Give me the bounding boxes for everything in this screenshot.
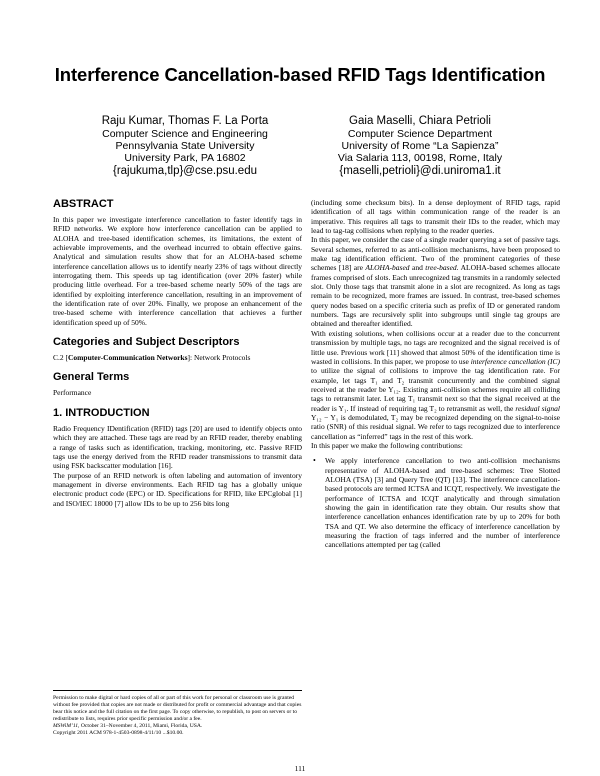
paper-title: Interference Cancellation-based RFID Tags Identification <box>54 64 546 85</box>
body-paragraph: With existing solutions, when collisions occur at a reader due to the concurrent transmission by multiple tags, no tags are recognized and the signal received is of little use. Previous work [11] showed that almost 50% of the identification time is wasted in collisions. In this paper, we propose to use interference cancellation (IC) to utilize the signal of collisions to improve the tag identification rate. For example, let tags T₁ and T₂ transmit concurrently and the combined signal received at the reader be Y₁₂. Existing anti-collision schemes require all colliding tags to retransmit later. Let tag T₁ transmit next so that the signal received at the reader is Y₁. If instead of requiring tag T₂ to retransmit as well, the residual signal Y₁₂ − Y₁ is demodulated, T₂ may be recognized depending on the signal-to-noise ratio (SNR) of this residual signal. We refer to tags recognized due to interference cancellation as “inferred” tags in the rest of this work. <box>311 328 560 441</box>
author-names: Gaia Maselli, Chiara Petrioli <box>349 115 491 127</box>
body-paragraph: In this paper, we consider the case of a single reader querying a set of passive tags. Several schemes, referred to as anti-collision mechanisms, have been proposed to make tag identification efficient. Two of the prominent categories of these schemes [18] are ALOHA-based and tree-based. ALOHA-based schemes allocate frames comprised of slots. Each unrecognized tag transmits in a randomly selected slot. Only those tags that transmit alone in a slot are recognized. As long as tags remain to be recognized, more frames are issued. In contrast, tree-based schemes query nodes based on a specific criteria such as prefix of ID or generated random numbers. Tags are recursively split into subgroups until single tag groups are obtained and thereafter identified. <box>311 235 560 329</box>
contributions-list <box>311 456 560 549</box>
right-column <box>311 198 560 550</box>
permission-text: Permission to make digital or hard copies of all or part of this work for personal or classroom use is granted without fee provided that copies are not made or distributed for profit or commercial advantage and that copies bear this notice and the full citation on the first page. To copy otherwise, to republish, to post on servers or to redistribute to lists, requires prior specific permission and/or a fee. <box>53 695 302 722</box>
general-terms-heading: General Terms <box>53 371 130 384</box>
copyright-text: Copyright 2011 ACM 978-1-4503-0898-4/11/10 ...$10.00. <box>53 730 184 736</box>
author-affiliation-line: Computer Science and Engineering <box>102 128 268 140</box>
body-paragraph: In this paper we make the following contributions: <box>311 440 463 450</box>
author-email: {rajukuma,tlp}@cse.psu.edu <box>112 165 257 177</box>
left-column <box>53 198 302 508</box>
intro-paragraph: Radio Frequency IDentification (RFID) tags [20] are used to identify objects onto which they are attached. These tags are read by an RFID reader, thereby enabling a range of tasks such as identification, tracking, monitoring, etc. Passive RFID tags use the energy derived from the RFID reader transmissions to transmit data using FSK backscatter modulation [16]. <box>53 423 302 471</box>
copyright-notice <box>53 690 302 737</box>
author-names: Raju Kumar, Thomas F. La Porta <box>101 115 269 127</box>
author-affiliation-line: Pennsylvania State University <box>115 140 255 152</box>
categories-text: C.2 [Computer-Communication Networks]: Network Protocols <box>53 353 251 363</box>
abstract-heading: ABSTRACT <box>53 198 114 210</box>
author-affiliation-line: University of Rome “La Sapienza” <box>341 140 499 152</box>
categories-heading: Categories and Subject Descriptors <box>53 336 240 349</box>
author-email: {maselli,petrioli}@di.uniroma1.it <box>339 165 501 177</box>
list-item: • We apply interference cancellation to two anti-collision mechanisms representative of ALOHA-based and tree-based schemes: Tree Slotted ALOHA (TSA) [3] and Query Tree (QT) [13]. The interference cancellation-based protocols are termed ICTSA and ICQT, respectively. We investigate the performance of ICTSA and ICQT analytically and through simulation showing the gain in identification rate they obtain. Our results show that interference cancellation enhances identification rate by up to 20% for both TSA and QT. We also determine the efficacy of interference cancellation by measuring the fraction of tags inferred and the number of interference cancellations attempted per tag (called <box>313 456 560 550</box>
author-block-1 <box>70 115 300 177</box>
author-affiliation-line: Computer Science Department <box>347 128 493 140</box>
venue-text: MSWiM’11, October 31–November 4, 2011, Miami, Florida, USA. <box>53 723 203 729</box>
page-number: 111 <box>294 764 306 773</box>
body-paragraph: (including some checksum bits). In a dense deployment of RFID tags, rapid identification of all tags within communication range of the reader is an imperative. This requires all tags to transmit their IDs to the reader, which may lead to tag-tag collisions when replying to the reader queries. <box>311 198 560 236</box>
abstract-text: In this paper we investigate interference cancellation to faster identify tags in RFID networks. We explore how interference cancellation can be applied to ALOHA and tree-based identification schemes, its limitations, the extent of achievable improvements, and the overhead incurred to obtain effective gains. Analytical and simulation results show that for an ALOHA-based scheme interference cancellation allows us to identify nearly 23% of tags without directly interrogating them. This speeds up tag identification (over 20% faster) while producing little overhead. For a tree-based scheme nearly 50% of the tags are identified by exploiting interference cancellation, resulting in an improvement of the identification rate of over 20%. Finally, we propose an enhancement of the tree-based scheme with interference cancellation that achieves a further identification speed up of 50%. <box>53 215 302 327</box>
author-block-2 <box>305 115 535 177</box>
bullet-icon: • <box>313 456 316 466</box>
general-terms-text: Performance <box>53 388 92 398</box>
author-affiliation-line: Via Salaria 113, 00198, Rome, Italy <box>337 152 503 164</box>
intro-paragraph: The purpose of an RFID network is often labeling and automation of inventory management in diverse environments. Each RFID tag has a globally unique electronic product code (EPC) or ID. Specifications for RFID, like EPCglobal [1] and ISO/IEC 18000 [7] allow IDs to be up to 256 bits long <box>53 470 302 508</box>
introduction-heading: 1. INTRODUCTION <box>53 406 150 419</box>
author-affiliation-line: University Park, PA 16802 <box>124 152 246 164</box>
